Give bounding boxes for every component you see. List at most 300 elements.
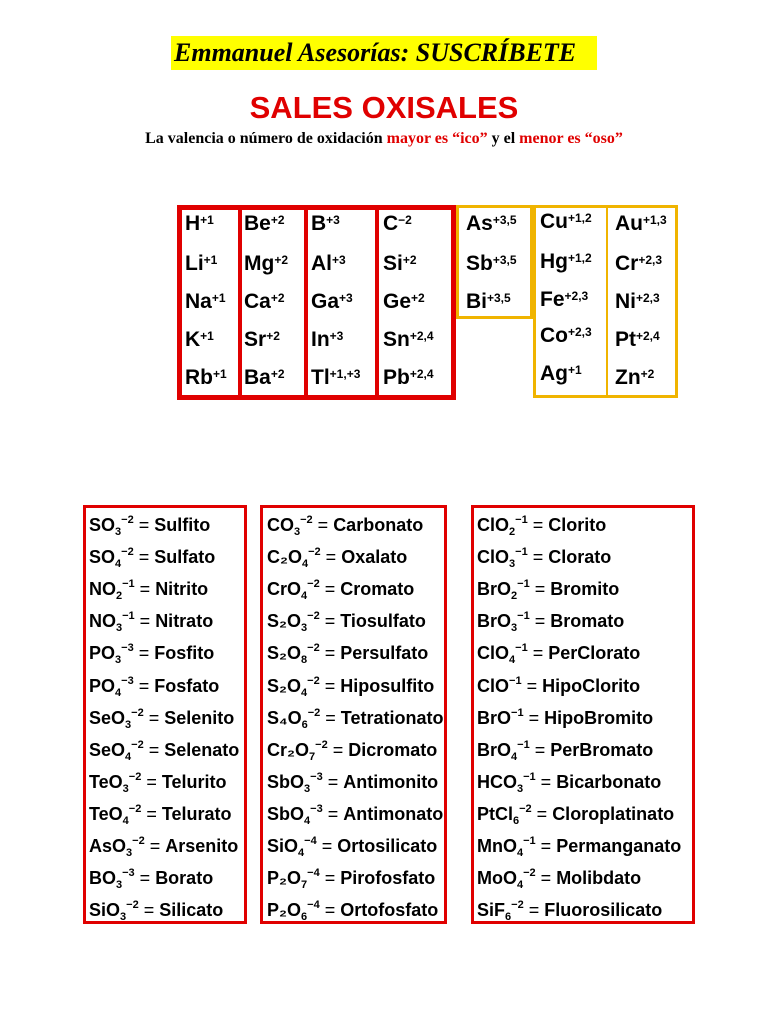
formula-base: SeO: [89, 707, 126, 728]
oxidation-state: +1: [200, 329, 214, 343]
anion-formula: [477, 541, 528, 575]
element-sr: [244, 328, 280, 352]
anion-name: Selenato: [164, 739, 240, 760]
formula-charge: −1: [515, 546, 528, 559]
element-symbol: Na: [185, 290, 212, 313]
equals-sign: =: [143, 707, 165, 728]
anion-formula: [267, 637, 320, 671]
oxidation-state: +2: [270, 291, 285, 305]
formula-base: MoO: [477, 868, 517, 889]
anion-row: [267, 830, 437, 864]
formula-base: BrO: [477, 707, 512, 728]
element-pt: [615, 328, 660, 352]
anion-formula: [267, 766, 323, 800]
formula-subscript: 3: [115, 654, 122, 667]
formula-charge: −2: [308, 546, 321, 559]
equals-sign: =: [322, 803, 344, 824]
formula-charge: −2: [131, 738, 144, 751]
formula-subscript: 8: [301, 654, 308, 667]
anion-formula: [89, 798, 141, 832]
element-c: [383, 212, 412, 236]
element-symbol: Bi: [466, 290, 487, 313]
equals-sign: =: [319, 868, 341, 889]
oxidation-state: +3: [329, 329, 344, 343]
equals-sign: =: [529, 611, 551, 632]
formula-subscript: 4: [115, 558, 122, 571]
anion-name: HipoClorito: [542, 675, 641, 696]
anion-row: [267, 670, 434, 704]
equals-sign: =: [319, 579, 341, 600]
equals-sign: =: [535, 868, 557, 889]
formula-base: P₂O: [267, 868, 302, 889]
element-symbol: Sr: [244, 328, 267, 351]
anion-name: Antimonato: [343, 803, 444, 824]
formula-charge: −2: [307, 674, 320, 687]
element-symbol: Ag: [540, 362, 568, 385]
anion-name: Bicarbonato: [556, 771, 662, 792]
equals-sign: =: [529, 739, 551, 760]
equals-sign: =: [133, 515, 155, 535]
anion-name: Hiposulfito: [340, 675, 435, 696]
formula-base: BrO: [477, 579, 512, 600]
element-symbol: Rb: [185, 366, 213, 389]
anion-name: Clorato: [548, 547, 612, 568]
subtitle-part-a: La valencia o número de oxidación: [145, 130, 387, 147]
formula-subscript: 3: [116, 879, 123, 892]
oxidation-state: +2: [266, 329, 280, 343]
element-na: [185, 290, 226, 314]
formula-base: SbO: [267, 803, 305, 824]
formula-subscript: 3: [126, 847, 133, 859]
anion-name: Oxalato: [341, 547, 408, 568]
anion-row: [477, 637, 640, 671]
anion-formula: [89, 862, 135, 896]
anion-formula: [89, 894, 139, 928]
oxidation-state: +3,5: [487, 291, 511, 305]
element-k: [185, 328, 214, 352]
anion-name: Telurato: [161, 803, 232, 824]
anion-row: [89, 862, 213, 896]
anion-name: PerClorato: [548, 643, 641, 664]
anion-formula: [89, 830, 145, 864]
formula-charge: −2: [128, 770, 142, 783]
oxidation-state: +2: [640, 367, 655, 381]
equals-sign: =: [319, 900, 341, 921]
formula-base: BO: [89, 868, 116, 889]
element-symbol: Tl: [311, 366, 330, 389]
anion-formula: [477, 766, 536, 800]
oxidation-state: +1,+3: [329, 367, 361, 381]
anion-row: [89, 702, 234, 736]
formula-base: S₄O: [267, 707, 302, 728]
formula-charge: −2: [511, 899, 524, 912]
anion-row: [267, 734, 437, 768]
anion-name: Nitrito: [155, 579, 209, 600]
formula-base: SiO: [267, 836, 299, 856]
formula-charge: −2: [128, 802, 142, 815]
oxidation-state: +1,2: [568, 211, 592, 225]
formula-charge: −1: [122, 578, 135, 591]
element-zn: [615, 366, 654, 390]
formula-charge: −3: [121, 642, 134, 655]
formula-base: SeO: [89, 739, 126, 760]
anion-row: [267, 702, 443, 736]
formula-base: PO: [89, 643, 116, 664]
formula-subscript: 3: [517, 782, 524, 795]
element-co: [540, 324, 592, 348]
oxidation-state: +2: [402, 253, 417, 267]
element-tl: [311, 366, 360, 390]
formula-base: ClO: [477, 547, 510, 568]
equals-sign: =: [521, 675, 543, 696]
element-ni: [615, 290, 660, 314]
anion-row: [477, 541, 611, 575]
equals-sign: =: [320, 707, 341, 728]
element-symbol: Sb: [466, 252, 493, 275]
element-symbol: K: [185, 328, 201, 351]
page-title: SALES OXISALES: [249, 90, 519, 125]
formula-charge: −2: [126, 899, 139, 912]
anion-name: Nitrato: [155, 611, 214, 632]
anion-row: [477, 509, 606, 543]
formula-base: Cr₂O: [267, 739, 310, 760]
equals-sign: =: [527, 515, 549, 535]
formula-charge: −2: [307, 578, 320, 591]
formula-subscript: 4: [509, 654, 516, 667]
oxidation-state: −2: [398, 213, 412, 227]
equals-sign: =: [141, 771, 162, 792]
formula-subscript: 6: [301, 718, 308, 731]
anion-formula: [477, 734, 530, 768]
formula-subscript: 3: [511, 622, 518, 635]
formula-charge: −2: [307, 642, 320, 655]
equals-sign: =: [322, 771, 344, 792]
formula-subscript: 3: [125, 718, 132, 731]
anion-name: Tetrationato: [340, 707, 444, 728]
formula-base: TeO: [89, 803, 123, 824]
banner-text: Emmanuel Asesorías: SUSCRÍBETE: [174, 38, 577, 67]
element-mg: [244, 252, 288, 276]
formula-charge: −1: [517, 578, 530, 591]
formula-base: MnO: [477, 836, 517, 856]
equals-sign: =: [527, 547, 549, 568]
equals-sign: =: [134, 611, 156, 632]
element-ca: [244, 290, 285, 314]
formula-subscript: 4: [125, 750, 132, 763]
element-symbol: B: [311, 212, 327, 235]
anion-name: Sulfato: [154, 547, 216, 568]
element-ba: [244, 366, 285, 390]
anion-row: [477, 798, 674, 832]
anion-row: [477, 734, 653, 768]
formula-charge: −1: [523, 835, 536, 847]
element-symbol: Li: [185, 252, 204, 275]
oxidation-state: +1: [200, 213, 214, 227]
oxidation-state: +2: [411, 291, 425, 305]
anion-name: Selenito: [164, 707, 235, 728]
anion-formula: [477, 637, 528, 671]
equals-sign: =: [133, 547, 155, 568]
equals-sign: =: [523, 707, 545, 728]
equals-sign: =: [312, 515, 334, 535]
anion-row: [267, 509, 423, 543]
anion-row: [89, 509, 210, 543]
anion-formula: [267, 734, 328, 768]
anion-formula: [267, 670, 320, 704]
element-symbol: Cr: [615, 252, 639, 275]
formula-subscript: 3: [122, 782, 129, 795]
formula-base: BrO: [477, 611, 512, 632]
oxidation-state: +2,4: [409, 367, 434, 381]
formula-base: TeO: [89, 771, 123, 792]
oxidation-state: +2,4: [636, 329, 660, 343]
formula-base: NO: [89, 579, 116, 600]
formula-charge: −1: [517, 610, 530, 623]
element-si: [383, 252, 417, 276]
equals-sign: =: [535, 836, 557, 856]
formula-subscript: 2: [511, 590, 518, 603]
element-symbol: Al: [311, 252, 332, 275]
element-cr: [615, 252, 662, 276]
anion-name: Silicato: [159, 900, 224, 921]
anion-row: [267, 894, 438, 928]
element-sn: [383, 328, 434, 352]
formula-charge: −3: [122, 867, 135, 880]
anion-name: Clorito: [548, 515, 607, 535]
formula-charge: −2: [300, 514, 313, 526]
formula-subscript: 3: [116, 622, 123, 635]
oxidation-state: +2,4: [409, 329, 434, 343]
equals-sign: =: [529, 579, 551, 600]
element-symbol: Pt: [615, 328, 636, 351]
element-symbol: Ge: [383, 290, 412, 313]
anion-formula: [477, 894, 524, 928]
oxidation-state: +2,3: [568, 325, 592, 339]
formula-base: CrO: [267, 579, 302, 600]
element-as: [466, 212, 517, 236]
anion-formula: [477, 509, 528, 543]
formula-base: ClO: [477, 643, 510, 664]
oxidation-state: +2,3: [564, 289, 589, 303]
formula-charge: −2: [519, 802, 532, 815]
anion-name: Fosfato: [154, 675, 220, 696]
anion-row: [89, 605, 213, 639]
anion-row: [89, 670, 219, 704]
element-au: [615, 212, 667, 236]
formula-charge: −4: [307, 867, 320, 880]
anion-name: Dicromato: [348, 739, 438, 760]
equals-sign: =: [133, 675, 155, 696]
anion-name: Permanganato: [556, 836, 682, 856]
element-ge: [383, 290, 425, 314]
element-hg: [540, 250, 592, 274]
equals-sign: =: [138, 900, 160, 921]
anion-formula: [267, 702, 320, 736]
anion-row: [477, 605, 624, 639]
oxidation-state: +2: [270, 213, 285, 227]
formula-subscript: 3: [301, 622, 308, 635]
formula-subscript: 4: [301, 686, 308, 699]
formula-charge: −1: [511, 706, 524, 719]
anion-formula: [477, 605, 530, 639]
formula-base: S₂O: [267, 611, 302, 632]
anion-formula: [477, 573, 530, 607]
element-symbol: Co: [540, 324, 568, 347]
equals-sign: =: [319, 675, 341, 696]
equals-sign: =: [144, 836, 166, 856]
element-ga: [311, 290, 353, 314]
anion-name: Fluorosilicato: [544, 900, 663, 921]
anion-row: [89, 798, 232, 832]
element-symbol: Ga: [311, 290, 340, 313]
formula-base: CO: [267, 515, 294, 535]
anion-formula: [267, 830, 317, 864]
equals-sign: =: [134, 579, 156, 600]
formula-base: SiF: [477, 900, 506, 921]
formula-charge: −1: [509, 674, 522, 687]
formula-charge: −2: [315, 738, 328, 751]
element-symbol: Fe: [540, 288, 565, 311]
subtitle-part-b: mayor es “ico”: [386, 130, 488, 147]
anion-row: [89, 637, 214, 671]
formula-charge: −2: [131, 706, 144, 719]
formula-base: NO: [89, 611, 116, 632]
element-symbol: C: [383, 212, 399, 235]
formula-base: SbO: [267, 771, 305, 792]
anion-row: [477, 573, 619, 607]
formula-base: S₂O: [267, 643, 302, 664]
oxidation-state: +3: [332, 253, 346, 267]
anion-row: [267, 798, 443, 832]
formula-charge: −1: [122, 610, 135, 623]
formula-base: SO: [89, 515, 116, 535]
element-ag: [540, 362, 582, 386]
equals-sign: =: [134, 868, 156, 889]
anion-formula: [477, 830, 536, 864]
element-fe: [540, 288, 588, 312]
equals-sign: =: [316, 836, 338, 856]
formula-base: BrO: [477, 739, 512, 760]
formula-base: C₂O: [267, 547, 302, 568]
element-symbol: Cu: [540, 210, 568, 233]
anion-row: [267, 637, 428, 671]
anion-formula: [267, 798, 323, 832]
anion-row: [89, 766, 227, 800]
anion-formula: [89, 734, 144, 768]
element-symbol: Ni: [615, 290, 636, 313]
equals-sign: =: [319, 611, 341, 632]
formula-charge: −3: [310, 802, 323, 815]
oxidation-state: +1: [213, 367, 227, 381]
anion-row: [89, 894, 223, 928]
anion-name: Arsenito: [165, 836, 239, 856]
formula-base: PtCl: [477, 803, 513, 824]
anion-row: [89, 830, 238, 864]
anion-formula: [89, 605, 135, 639]
element-bi: [466, 290, 511, 314]
equals-sign: =: [523, 900, 545, 921]
formula-subscript: 4: [517, 879, 524, 892]
formula-subscript: 3: [509, 558, 516, 571]
anion-row: [89, 734, 239, 768]
element-rb: [185, 366, 227, 390]
formula-charge: −1: [515, 642, 528, 655]
formula-base: ClO: [477, 515, 510, 535]
element-symbol: Pb: [383, 366, 410, 389]
equals-sign: =: [319, 643, 341, 664]
oxidation-state: +1,2: [568, 251, 592, 265]
formula-charge: −4: [304, 835, 317, 847]
element-symbol: In: [311, 328, 330, 351]
formula-subscript: 7: [309, 750, 316, 763]
formula-subscript: 3: [294, 526, 301, 538]
oxidation-state: +1: [203, 253, 218, 267]
formula-charge: −2: [307, 610, 320, 623]
anion-name: Cromato: [340, 579, 415, 600]
element-symbol: Au: [615, 212, 643, 235]
subtitle-part-d: menor es “oso”: [519, 130, 623, 147]
equals-sign: =: [527, 643, 549, 664]
oxidation-state: +3,5: [492, 213, 517, 227]
oxidation-state: +3,5: [492, 253, 517, 267]
anion-formula: [89, 541, 134, 575]
anion-formula: [267, 509, 313, 543]
formula-base: AsO: [89, 836, 127, 856]
oxidation-state: +2: [270, 367, 285, 381]
formula-charge: −2: [523, 867, 536, 880]
formula-subscript: 4: [511, 750, 518, 763]
oxidation-state: +1: [211, 291, 226, 305]
formula-charge: −1: [515, 514, 528, 526]
formula-charge: −4: [307, 899, 320, 912]
formula-subscript: 2: [509, 526, 516, 538]
equals-sign: =: [327, 739, 349, 760]
formula-subscript: 4: [122, 814, 129, 827]
anion-formula: [89, 702, 144, 736]
yellow-divider: [606, 208, 608, 395]
formula-base: HCO: [477, 771, 517, 792]
anion-row: [477, 702, 653, 736]
anion-formula: [477, 798, 532, 832]
equals-sign: =: [535, 771, 557, 792]
anion-formula: [267, 605, 320, 639]
element-symbol: Hg: [540, 250, 568, 273]
anion-name: Fosfito: [154, 643, 215, 664]
formula-subscript: 6: [505, 911, 512, 924]
anion-name: Molibdato: [556, 868, 642, 889]
formula-subscript: 3: [115, 526, 122, 538]
anion-row: [477, 894, 662, 928]
anion-name: Carbonato: [333, 515, 424, 535]
anion-row: [267, 862, 435, 896]
subtitle-part-c: y el: [487, 130, 520, 147]
anion-formula: [89, 670, 134, 704]
anion-name: PerBromato: [550, 739, 654, 760]
anion-name: Tiosulfato: [340, 611, 426, 632]
formula-base: S₂O: [267, 675, 302, 696]
anion-name: HipoBromito: [544, 707, 654, 728]
formula-base: SO: [89, 547, 116, 568]
formula-base: SiO: [89, 900, 121, 921]
oxidation-state: +2: [274, 253, 289, 267]
subtitle: [0, 130, 768, 148]
equals-sign: =: [143, 739, 165, 760]
formula-subscript: 2: [116, 590, 123, 603]
anion-row: [89, 573, 208, 607]
formula-charge: −2: [132, 835, 145, 847]
anion-name: Sulfito: [154, 515, 211, 535]
formula-subscript: 4: [301, 590, 308, 603]
